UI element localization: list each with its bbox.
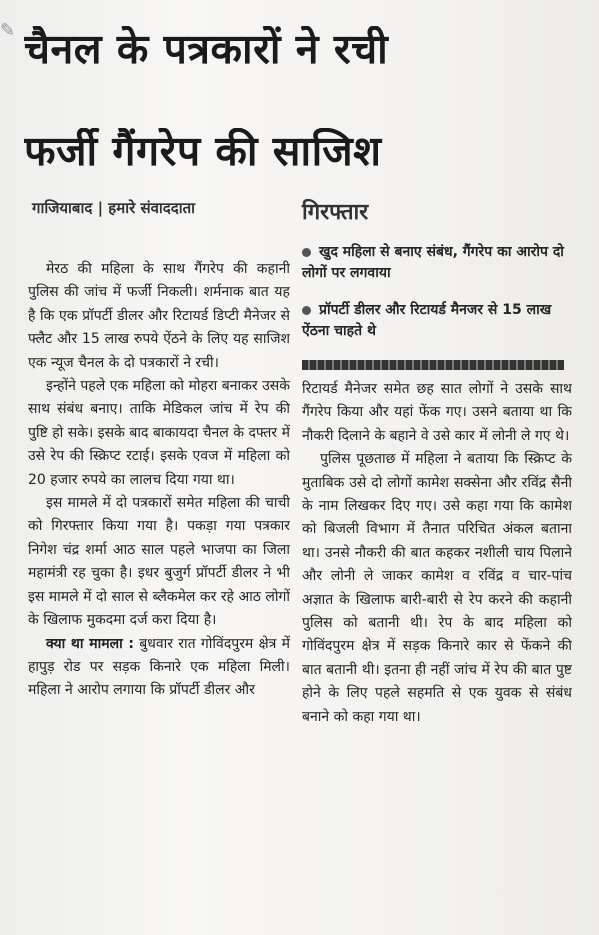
- article-paragraph: रिटायर्ड मैनेजर समेत छह सात लोगों ने उसके साथ गैंगरेप किया और यहां फेंक गए। उसने बताया था कि नौकरी दिलाने के बहाने वे उसे कार में लोनी ले गए थे।: [302, 381, 572, 444]
- article-paragraph-text: बुधवार रात गोविंदपुरम क्षेत्र में हापुड़ रोड पर सड़क किनारे एक महिला मिली। महिला ने आरोप लगाया कि प्रॉपर्टी डीलर और: [28, 635, 290, 699]
- sidebar-bullet-text: खुद महिला से बनाए संबंध, गैंगरेप का आरोप दो लोगों पर लगवाया: [302, 244, 564, 281]
- article-paragraph: मेरठ की महिला के साथ गैंगरेप की कहानी पुलिस की जांच में फर्जी निकली। शर्मनाक बात यह है कि एक प्रॉपर्टी डीलर और रिटायर्ड डिप्टी मैनेजर से फ्लैट और 15 लाख रुपये ऐंठने के लिए यह साजिश एक न्यूज चैनल के दो पत्रकारों ने रची।: [28, 261, 290, 371]
- article-column-right: [302, 378, 572, 918]
- bullet-dot-icon: [302, 306, 311, 315]
- headline-line-1: चैनल के पत्रकारों ने रची: [24, 26, 389, 72]
- headline-line-2: फर्जी गैंगरेप की साजिश: [24, 128, 382, 174]
- handwritten-margin-note: ✎: [0, 20, 16, 41]
- article-paragraph: [28, 633, 290, 703]
- sidebar-bullet: [302, 300, 572, 342]
- section-subhead: क्या था मामला :: [46, 635, 134, 652]
- sidebar-title: गिरफ्तार: [302, 200, 369, 225]
- article-paragraph: इन्होंने पहले एक महिला को मोहरा बनाकर उसके साथ संबंध बनाए। ताकि मेडिकल जांच में रेप की पुष्टि हो सके। इसके बाद बाकायदा चैनल के दफ्तर में उसे रेप की स्क्रिप्ट रटाई। इसके एवज में महिला को 20 हजार रुपये का लालच दिया गया था।: [28, 378, 290, 488]
- sidebar-bullet-text: प्रॉपर्टी डीलर और रिटायर्ड मैनजर से 15 लाख ऐंठना चाहते थे: [302, 302, 552, 339]
- article-paragraph: इस मामले में दो पत्रकारों समेत महिला की चाची को गिरफ्तार किया गया है। पकड़ा गया पत्रकार निगेश चंद्र शर्मा आठ साल पहले भाजपा का जिला महामंत्री रह चुका है। इधर बुजुर्ग प्रॉपर्टी डीलर ने भी इस मामले में दो साल से ब्लैकमेल कर रहे आठ लोगों के खिलाफ मुकदमा दर्ज करा दिया है।: [28, 495, 290, 629]
- byline: गाजियाबाद | हमारे संवाददाता: [32, 199, 196, 217]
- bullet-dot-icon: [302, 248, 311, 257]
- article-paragraph: पुलिस पूछताछ में महिला ने बताया कि स्क्रिप्ट के मुताबिक उसे दो लोगों कामेश सक्सेना और रविंद्र सैनी के नाम लिखकर दिए गए। उसे कहा गया कि कामेश को बिजली विभाग में तैनात परिचित अंकल बताना था। उनसे नौकरी की बात कहकर नशीली चाय पिलाने और लोनी ले जाकर कामेश व रविंद्र व चार-पांच अज्ञात के खिलाफ बारी-बारी से रेप करने की कहानी पुलिस को बतानी थी। रेप के बाद महिला को गोविंदपुरम क्षेत्र में सड़क किनारे कार से फेंकने की बात बतानी थी। इतना ही नहीं जांच में रेप की बात पुष्ट होने के लिए पहले सहमति से एक युवक से संबंध बनाने को कहा गया था।: [302, 451, 572, 725]
- sidebar-bullet: [302, 242, 572, 284]
- article-column-left: [28, 258, 290, 918]
- sidebar-divider: [302, 360, 564, 370]
